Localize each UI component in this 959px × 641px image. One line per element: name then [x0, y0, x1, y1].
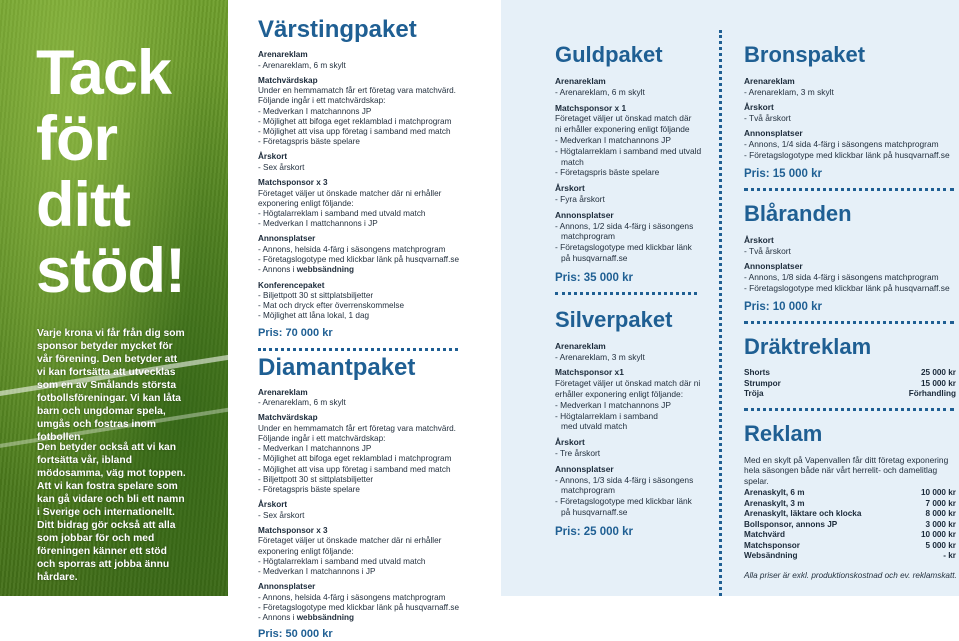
item-text: - Arenareklam, 6 m skylt: [258, 60, 346, 70]
item-text: - Medverkan I matchannons JP: [258, 444, 372, 454]
row-value: 15 000 kr: [920, 378, 956, 388]
section-label: Annonsplatser: [744, 128, 803, 139]
item-text: - Företagspris bäste spelare: [555, 167, 660, 178]
row-label: Websändning: [744, 551, 798, 561]
item-text: - Möjlighet att bifoga eget reklamblad i matchprogram: [258, 116, 452, 126]
intro-paragraph-2: Den betyder också att vi kan fortsätta vår, ibland mödosamma, väg mot toppen. Att vi kan fostra spelare som kan gå vidare och bli ett namn i Sverige och internationellt. Ditt bidrag gör också att alla som jobbar för och med föreningen känner ett stöd och sporras att jobba ännu hårdare.: [37, 442, 186, 583]
item-text: - Högtalarreklam i samband med utvald match: [258, 209, 426, 219]
item-text: matchprogram: [561, 231, 615, 242]
package-title: Värstingpaket: [258, 16, 417, 43]
item-text: Företaget väljer ut önskad match där ni: [555, 378, 701, 389]
item-text: - Annons, helsida 4-färg i säsongens matchprogram: [258, 592, 446, 602]
reklam-intro: Med en skylt på Vapenvallen får ditt företag exponering hela säsongen både när vårt herrelit- och damelitlag spelar.: [744, 454, 949, 486]
item-text: exponering enligt följande:: [258, 546, 354, 556]
row-value: 10 000 kr: [920, 488, 956, 498]
item-text: Företaget väljer ut önskad match där: [555, 113, 692, 124]
heading-line: Tack: [36, 38, 171, 108]
section-label: Årskort: [744, 102, 774, 113]
section-label: Arenareklam: [744, 76, 795, 86]
dotted-divider: [744, 408, 954, 411]
row-label: Arenaskylt, 6 m: [744, 488, 805, 498]
section-label: Arenareklam: [555, 340, 606, 351]
silver-package: [555, 307, 705, 538]
item-text: - Företagspris bäste spelare: [258, 485, 360, 495]
package-price: Pris: 50 000 kr: [258, 628, 333, 641]
intro-paragraph: Varje krona vi får från dig som sponsor betyder mycket för vår förening. Den betyder att vi kan fortsätta att utvecklas som en av Smålands största fotbollsföreningar. Vi kan låta barn och ungdomar spela, umgås och fostras inom fotbollen.: [37, 328, 185, 443]
row-label: Strumpor: [744, 378, 781, 388]
guld-package: [555, 42, 705, 295]
item-text: - Medverkan I matchannons JP: [555, 134, 671, 145]
section-label: Årskort: [258, 500, 288, 510]
blaranden-package: [744, 201, 958, 324]
row-label: Shorts: [744, 368, 770, 378]
item-text: - Annons, helsida 4-färg i säsongens matchprogram: [258, 244, 446, 254]
package-title: Dräktreklam: [744, 334, 872, 360]
item-text: på husqvarnaff.se: [561, 506, 628, 517]
item-text: - Möjlighet att bifoga eget reklamblad i matchprogram: [258, 454, 452, 464]
item-text: med utvald match: [561, 421, 628, 432]
item-text: ni erhåller exponering enligt följande: [555, 124, 690, 135]
item-text: - Högtalarreklam i samband med utvald: [555, 145, 702, 156]
reklam-price-table: [744, 488, 956, 562]
package-title: Silverpaket: [555, 306, 673, 332]
right-column-1: [555, 42, 705, 538]
row-value: 7 000 kr: [925, 498, 956, 508]
row-value: 10 000 kr: [920, 530, 956, 540]
section-label: Konferencepaket: [258, 280, 325, 290]
item-text: - Arenareklam, 6 m skylt: [258, 398, 346, 408]
item-text: - Högtalarreklam i samband: [555, 410, 658, 421]
item-text: Följande ingår i ett matchvärdskap:: [258, 96, 386, 106]
section-label: Årskort: [555, 437, 585, 448]
section-label: Arenareklam: [555, 76, 606, 86]
item-text: - Biljettpott 30 st sittplatsbiljetter: [258, 474, 374, 484]
item-text: på husqvarnaff.se: [561, 252, 628, 263]
right-column-2: [744, 42, 958, 562]
grass-photo-panel: [0, 0, 228, 596]
table-row: [744, 551, 956, 562]
item-text: - Medverkan I mattchannons i JP: [258, 219, 378, 229]
item-text: - Medverkan I matchannons JP: [555, 399, 671, 410]
section-label: Annonsplatser: [555, 209, 614, 220]
package-price: Pris: 70 000 kr: [258, 326, 333, 339]
row-value: Förhandling: [908, 389, 956, 399]
item-text: - Arenareklam, 6 m skylt: [555, 86, 645, 97]
section-label: Årskort: [744, 235, 774, 246]
table-row: [744, 368, 956, 379]
row-value: 8 000 kr: [925, 509, 956, 519]
heading-line: stöd!: [36, 236, 185, 306]
row-label: Matchvärd: [744, 530, 785, 540]
section-label: Annonsplatser: [258, 234, 316, 244]
item-text: - Två årskort: [744, 245, 791, 256]
row-label: Arenaskylt, läktare och klocka: [744, 509, 862, 519]
section-label: Årskort: [555, 183, 585, 194]
item-text: - Mat och dryck efter överrenskommelse: [258, 301, 405, 311]
item-text: - Arenareklam, 3 m skylt: [555, 351, 645, 362]
item-text: - Företagslogotype med klickbar länk på husqvarnaff.se: [744, 282, 950, 293]
item-text: erhåller exponering enligt följande:: [555, 388, 684, 399]
section-label: Matchvärdskap: [258, 75, 318, 85]
item-text: - Medverkan I matchannons JP: [258, 106, 372, 116]
table-row: [744, 499, 956, 510]
section-label: Matchsponsor x1: [555, 367, 624, 378]
item-text: - Möjlighet att visa upp företag i samband med match: [258, 127, 451, 137]
row-value: 25 000 kr: [920, 368, 956, 378]
item-text: Under en hemmamatch får ert företag vara matchvärd.: [258, 86, 456, 96]
row-value: - kr: [943, 551, 956, 561]
table-row: [744, 488, 956, 499]
package-price: Pris: 15 000 kr: [744, 168, 823, 181]
item-text: - Annons i webbsändning: [258, 265, 354, 275]
item-text: matchprogram: [561, 485, 615, 496]
price-footnote: Alla priser är exkl. produktionskostnad och ev. reklamskatt.: [744, 571, 957, 580]
package-title: Diamantpaket: [258, 353, 416, 381]
item-text: Följande ingår i ett matchvärdskap:: [258, 434, 386, 444]
dotted-divider: [744, 321, 954, 324]
item-text: - Högtalarreklam i samband med utvald match: [258, 556, 426, 566]
section-label: Annonsplatser: [744, 261, 803, 272]
row-label: Bollsponsor, annons JP: [744, 519, 838, 529]
package-title: Blåranden: [744, 201, 852, 227]
package-price: Pris: 35 000 kr: [555, 271, 634, 284]
item-text: Företaget väljer ut önskade matcher där ni erhåller: [258, 536, 442, 546]
item-text: - Annons, 1/3 sida 4-färg i säsongens: [555, 474, 694, 485]
section-label: Arenareklam: [258, 387, 308, 397]
table-row: [744, 530, 956, 541]
item-text: Företaget väljer ut önskade matcher där ni erhåller: [258, 188, 442, 198]
item-text: - Fyra årskort: [555, 193, 605, 204]
drakt-reklam: [744, 334, 958, 411]
table-row: [744, 389, 956, 400]
brons-package: [744, 42, 958, 191]
drakt-price-table: [744, 368, 956, 400]
varsting-package: [258, 16, 468, 351]
diamant-package: [258, 354, 468, 641]
item-text: - Annons, 1/4 sida 4-färg i säsongens matchprogram: [744, 138, 939, 149]
dotted-divider: [555, 292, 697, 295]
section-label: Årskort: [258, 152, 288, 162]
item-text: - Biljettpott 30 st sittplatsbiljetter: [258, 291, 374, 301]
item-text: - Sex årskort: [258, 162, 305, 172]
section-label: Arenareklam: [258, 50, 308, 59]
heading-line: för: [36, 104, 117, 174]
package-price: Pris: 10 000 kr: [744, 301, 823, 314]
package-title: Guldpaket: [555, 42, 663, 67]
dotted-divider: [258, 348, 458, 351]
table-row: [744, 520, 956, 531]
row-value: 5 000 kr: [925, 540, 956, 550]
row-value: 3 000 kr: [925, 519, 956, 529]
package-title: Bronspaket: [744, 42, 866, 67]
section-label: Matchsponsor x 3: [258, 525, 328, 535]
item-text: - Annons, 1/8 sida 4-färg i säsongens matchprogram: [744, 271, 939, 282]
vertical-dotted-divider: [719, 30, 722, 596]
table-row: [744, 541, 956, 552]
section-label: Annonsplatser: [258, 582, 316, 592]
thank-you-heading: [36, 40, 226, 304]
item-text: match: [561, 156, 584, 167]
package-price: Pris: 25 000 kr: [555, 525, 634, 538]
item-text: - Arenareklam, 3 m skylt: [744, 86, 834, 97]
section-label: Matchsponsor x 1: [555, 102, 627, 113]
middle-column: [258, 16, 468, 641]
section-label: Matchsponsor x 3: [258, 178, 328, 188]
item-text: - Medverkan I matchannons i JP: [258, 567, 376, 577]
item-text: - Tre årskort: [555, 447, 601, 458]
item-text: Under en hemmamatch får ert företag vara matchvärd.: [258, 423, 456, 433]
table-row: [744, 379, 956, 390]
item-text: exponering enligt följande:: [258, 198, 354, 208]
item-text: - Annons i webbsändning: [258, 613, 354, 623]
dotted-divider: [744, 188, 954, 191]
heading-line: ditt: [36, 170, 130, 240]
table-row: [744, 509, 956, 520]
item-text: - Företagslogotype med klickbar länk: [555, 242, 692, 253]
item-text: - Två årskort: [744, 112, 791, 123]
section-label: Matchvärdskap: [258, 413, 318, 423]
section-label: Annonsplatser: [555, 463, 614, 474]
row-label: Tröja: [744, 389, 764, 399]
row-label: Arenaskylt, 3 m: [744, 498, 805, 508]
reklam-section: [744, 421, 958, 562]
item-text: - Företagspris bäste spelare: [258, 137, 360, 147]
item-text: - Möjlighet att visa upp företag i samband med match: [258, 464, 451, 474]
item-text: - Företagslogotype med klickbar länk på husqvarnaff.se: [258, 255, 460, 265]
item-text: - Företagslogotype med klickbar länk på husqvarnaff.se: [744, 149, 950, 160]
row-label: Matchsponsor: [744, 540, 800, 550]
item-text: - Företagslogotype med klickbar länk: [555, 496, 692, 507]
item-text: - Annons, 1/2 sida 4-färg i säsongens: [555, 220, 694, 231]
item-text: - Företagslogotype med klickbar länk på husqvarnaff.se: [258, 603, 460, 612]
item-text: - Möjlighet att låna lokal, 1 dag: [258, 311, 370, 321]
item-text: - Sex årskort: [258, 510, 305, 520]
package-title: Reklam: [744, 420, 823, 446]
